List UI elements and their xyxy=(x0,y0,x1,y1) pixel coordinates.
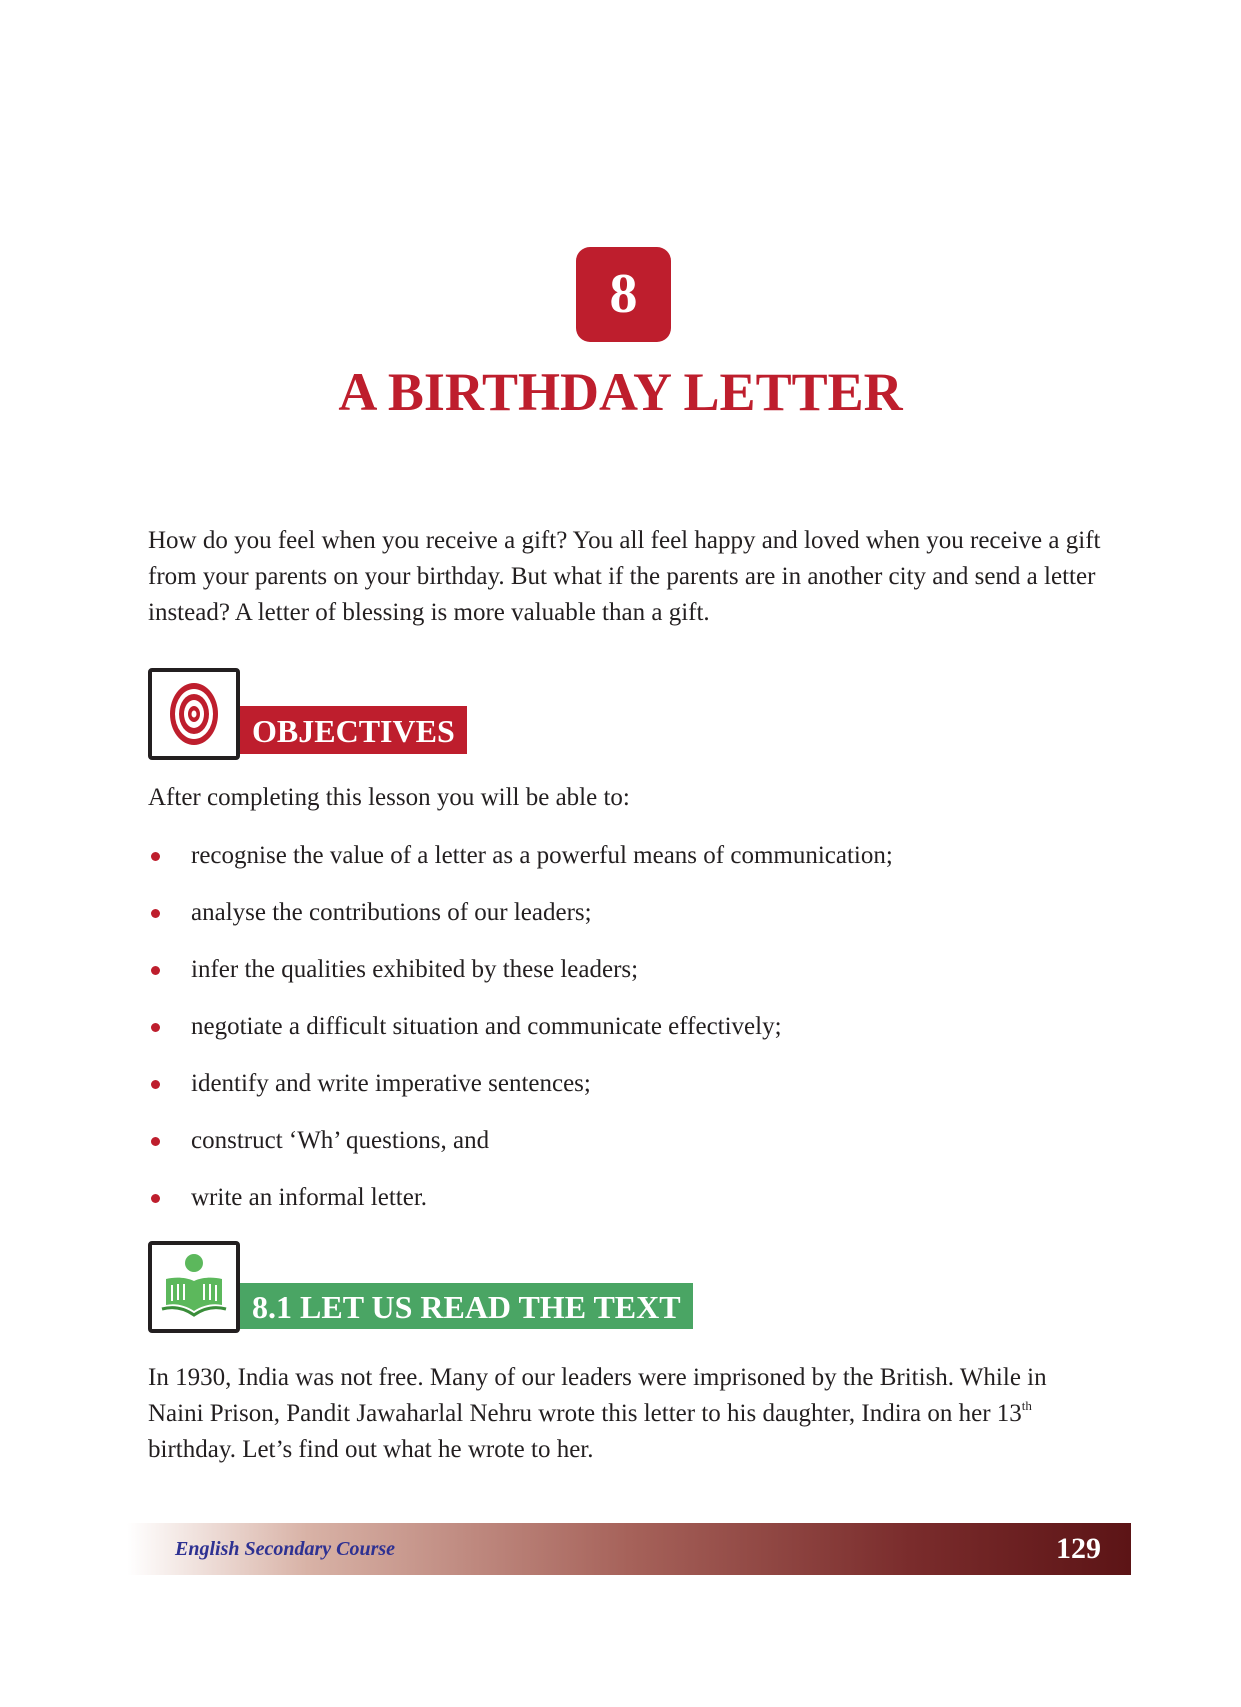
list-item xyxy=(148,1009,1098,1066)
list-item-text: analyse the contributions of our leaders; xyxy=(191,899,592,926)
list-item-text: write an informal letter. xyxy=(191,1184,428,1211)
list-item-text: construct ‘Wh’ questions, and xyxy=(191,1127,490,1154)
list-item-text: identify and write imperative sentences; xyxy=(191,1070,591,1097)
list-item xyxy=(148,838,1098,895)
list-item-text: recognise the value of a letter as a powerful means of communication; xyxy=(191,842,893,869)
objectives-list xyxy=(148,838,1098,1237)
reading-title: 8.1 LET US READ THE TEXT xyxy=(240,1283,693,1329)
list-item xyxy=(148,895,1098,952)
list-item xyxy=(148,1066,1098,1123)
target-icon xyxy=(148,668,240,760)
passage-text-part-2: birthday. Let’s find out what he wrote to her. xyxy=(148,1436,594,1463)
list-item-text: infer the qualities exhibited by these leaders; xyxy=(191,956,639,983)
chapter-title: A BIRTHDAY LETTER xyxy=(338,362,903,422)
footer-course-title: English Secondary Course xyxy=(175,1538,396,1560)
passage-text-part-1: In 1930, India was not free. Many of our leaders were imprisoned by the British. While in Naini Prison, Pandit Jawaharlal Nehru wrote this letter to his daughter, Indira on her 13 xyxy=(148,1364,1047,1427)
passage-superscript: th xyxy=(1021,1398,1032,1413)
list-item xyxy=(148,1180,1098,1237)
bullet-icon xyxy=(151,1137,160,1146)
objectives-lead: After completing this lesson you will be able to: xyxy=(148,784,630,811)
list-item xyxy=(148,952,1098,1009)
chapter-number-badge: 8 xyxy=(576,247,671,342)
bullet-icon xyxy=(151,1194,160,1203)
list-item xyxy=(148,1123,1098,1180)
bullet-icon xyxy=(151,1080,160,1089)
page-number: 129 xyxy=(1056,1532,1101,1565)
objectives-title: OBJECTIVES xyxy=(240,706,467,754)
page-footer xyxy=(127,1523,1131,1575)
intro-paragraph: How do you feel when you receive a gift? You all feel happy and loved when you receive a gift from your parents on your birthday. But what if the parents are in another city and send a letter instead? A letter of blessing is more valuable than a gift. xyxy=(148,527,1101,626)
bullet-icon xyxy=(151,852,160,861)
bullet-icon xyxy=(151,909,160,918)
reading-passage xyxy=(148,1360,1104,1468)
reader-book-icon xyxy=(148,1241,240,1333)
list-item-text: negotiate a difficult situation and communicate effectively; xyxy=(191,1013,782,1040)
bullet-icon xyxy=(151,1023,160,1032)
bullet-icon xyxy=(151,966,160,975)
